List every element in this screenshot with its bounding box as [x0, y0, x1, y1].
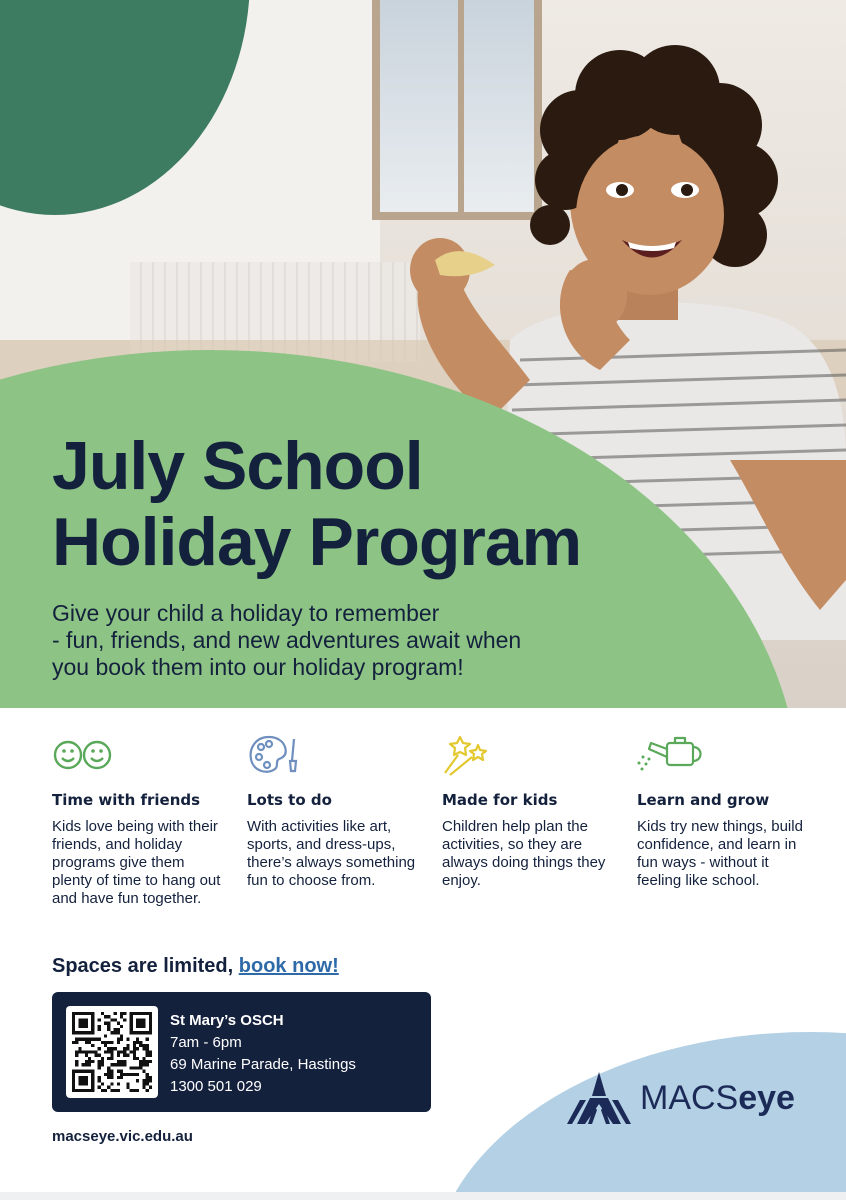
page-title — [52, 428, 692, 580]
feature-made-for-kids — [442, 733, 614, 890]
intro-text — [52, 600, 612, 681]
qr-code[interactable] — [66, 1006, 158, 1098]
feature-activities — [247, 733, 419, 890]
feature-description: Children help plan the activities, so they are always doing things they enjoy. — [442, 818, 606, 889]
features-row — [52, 733, 812, 933]
website-link[interactable]: macseye.vic.edu.au — [52, 1128, 193, 1145]
shooting-stars-icon — [442, 733, 490, 777]
cta-line — [52, 955, 339, 978]
feature-title: Made for kids — [442, 791, 558, 809]
title-line-2: Holiday Program — [52, 504, 582, 580]
intro-line-3: you book them into our holiday program! — [52, 654, 464, 680]
feature-description: Kids try new things, build confidence, and learn in fun ways - without it feeling like school. — [637, 818, 803, 889]
macseye-logo — [566, 1068, 795, 1128]
phone-number[interactable]: 1300 501 029 — [170, 1078, 262, 1095]
opening-hours: 7am - 6pm — [170, 1034, 242, 1051]
qr-code-pattern — [72, 1012, 152, 1092]
paint-palette-icon — [247, 733, 303, 777]
logo-mark-icon — [566, 1070, 632, 1126]
feature-description: Kids love being with their friends, and holiday programs give them plenty of time to hang out and have fun together. — [52, 818, 221, 907]
feature-learn-and-grow — [637, 733, 809, 890]
intro-line-2: - fun, friends, and new adventures await when — [52, 627, 522, 653]
location-name: St Mary’s OSCH — [170, 1012, 284, 1029]
info-card — [52, 992, 431, 1112]
watering-can-icon — [637, 733, 707, 777]
info-details — [170, 1010, 356, 1098]
feature-title: Learn and grow — [637, 791, 770, 809]
bottom-strip — [0, 1192, 846, 1200]
feature-title: Time with friends — [52, 791, 201, 809]
title-line-1: July School — [52, 428, 423, 504]
cta-text: Spaces are limited, — [52, 955, 239, 977]
feature-friends — [52, 733, 224, 908]
book-now-link[interactable]: book now! — [238, 955, 339, 977]
smiley-faces-icon — [52, 733, 114, 777]
address: 69 Marine Parade, Hastings — [170, 1056, 356, 1073]
feature-title: Lots to do — [247, 791, 332, 809]
feature-description: With activities like art, sports, and dress-ups, there’s always something fun to choose from. — [247, 818, 416, 889]
intro-line-1: Give your child a holiday to remember — [52, 600, 440, 626]
logo-wordmark: MACSeye — [640, 1078, 795, 1117]
